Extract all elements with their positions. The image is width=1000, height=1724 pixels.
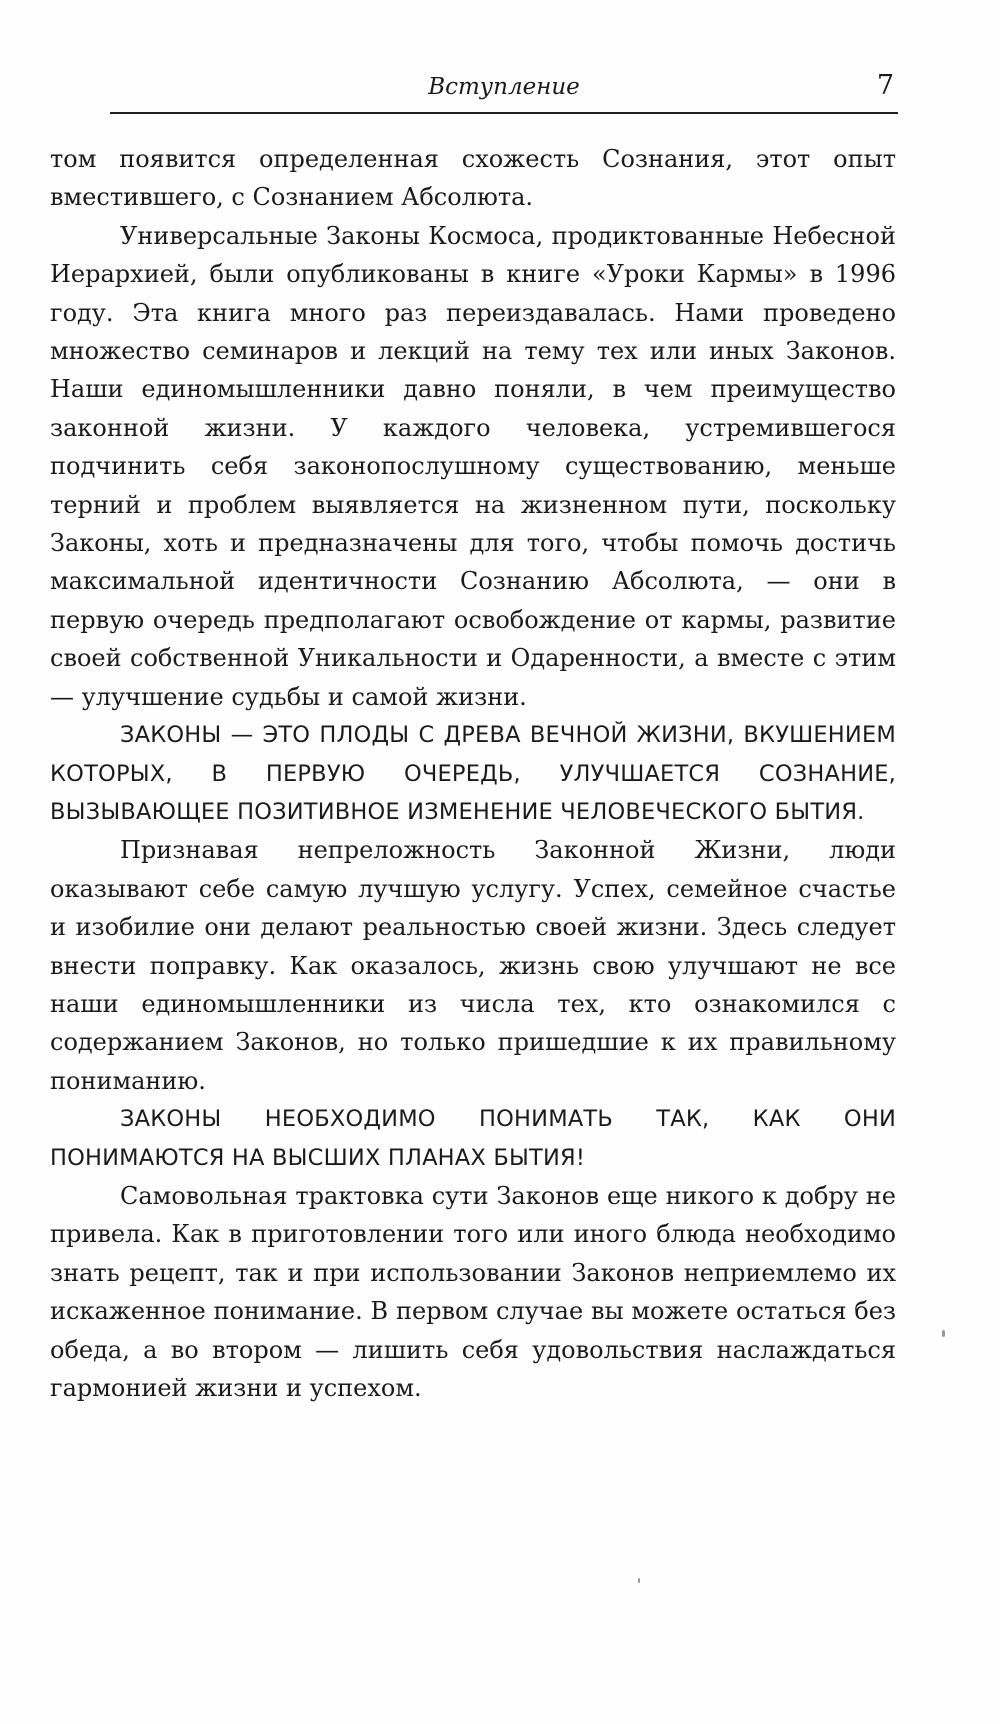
emphasized-paragraph: ЗАКОНЫ — ЭТО ПЛОДЫ С ДРЕВА ВЕЧНОЙ ЖИЗНИ, ВКУШЕНИЕМ КОТОРЫХ, В ПЕРВУЮ ОЧЕРЕДЬ, УЛУЧШАЕТСЯ СОЗНАНИЕ, ВЫЗЫВАЮЩЕЕ ПОЗИТИВНОЕ ИЗМЕНЕНИЕ ЧЕЛОВЕЧЕСКОГО БЫТИЯ. <box>50 722 896 825</box>
paragraph: Самовольная трактовка сути Законов еще никого к добру не привела. Как в приготовлении того или иного блюда необходимо знать рецепт, так и при использовании Законов неприемлемо их искаженное понимание. В первом случае вы можете остаться без обеда, а во втором — лишить себя удовольствия наслаждаться гармонией жизни и успехом. <box>50 1181 896 1402</box>
running-head <box>110 62 898 114</box>
paragraph-continued: том появится определенная схожесть Сознания, этот опыт вместившего, с Сознанием Абсолюта. <box>50 145 896 212</box>
scan-speck <box>638 1578 640 1583</box>
page-number: 7 <box>876 70 894 101</box>
emphasized-paragraph: ЗАКОНЫ НЕОБХОДИМО ПОНИМАТЬ ТАК, КАК ОНИ ПОНИМАЮТСЯ НА ВЫСШИХ ПЛАНАХ БЫТИЯ! <box>50 1106 896 1171</box>
paragraph: Признавая непреложность Законной Жизни, люди оказывают себе самую лучшую услугу. Успех, семейное счастье и изобилие они делают реальностью своей жизни. Здесь следует внести поправку. Как оказалось, жизнь свою улучшают не все наши единомышленники из числа тех, кто ознакомился с содержанием Законов, но только пришедшие к их правильному пониманию. <box>50 836 896 1095</box>
scan-speck <box>942 1330 945 1337</box>
paragraph: Универсальные Законы Космоса, продиктованные Небесной Иерархией, были опубликованы в книге «Уроки Кармы» в 1996 году. Эта книга много раз переиздавалась. Нами проведено множество семинаров и лекций на тему тех или иных Законов. Наши единомышленники давно поняли, в чем преимущество законной жизни. У каждого человека, устремившегося подчинить себя законопослушному существованию, меньше терний и проблем выявляется на жизненном пути, поскольку Законы, хоть и предназначены для того, чтобы помочь достичь максимальной идентичности Сознанию Абсолюта, — они в первую очередь предполагают освобождение от кармы, развитие своей собственной Уникальности и Одаренности, а вместе с этим — улучшение судьбы и самой жизни. <box>50 221 896 711</box>
running-title: Вступление <box>428 74 580 100</box>
body-text <box>50 140 896 1407</box>
